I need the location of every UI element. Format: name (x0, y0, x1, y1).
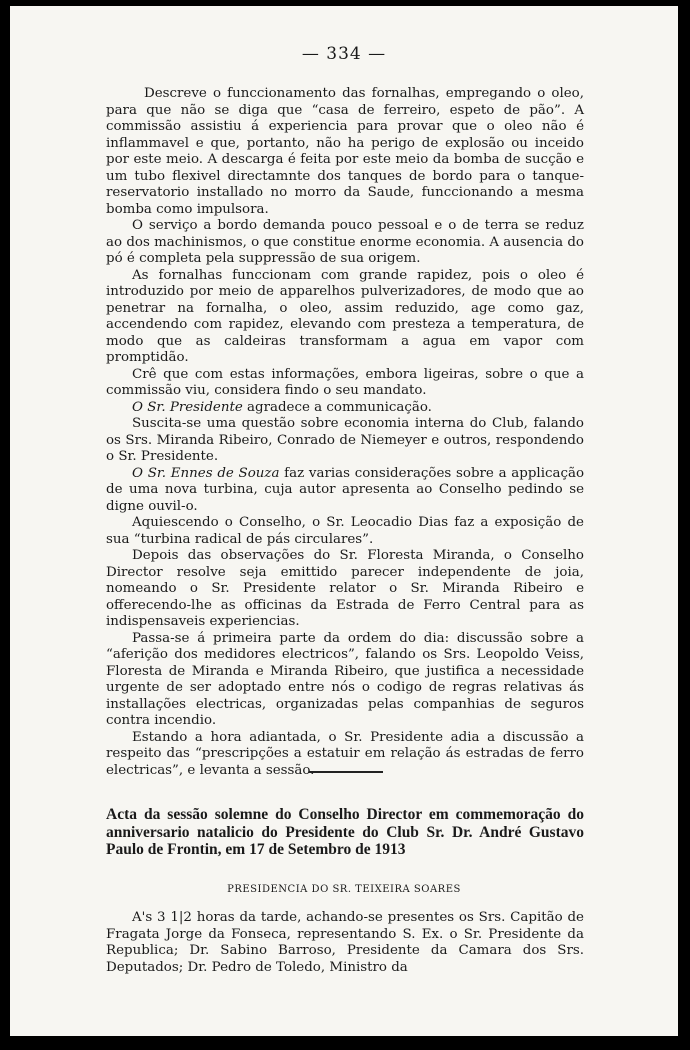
page-number: — 334 — (301, 44, 387, 64)
paragraph-text: Aquiescendo o Conselho, o Sr. Leocadio Dias faz a exposição de sua “turbina radical de pás circulares”. (106, 515, 584, 547)
paragraph (106, 631, 584, 730)
speaker-name: O Sr. Presidente (132, 399, 243, 415)
section-divider (309, 771, 383, 773)
paragraph (106, 466, 584, 516)
paragraph-text: Estando a hora adiantada, o Sr. Presidente adia a discussão a respeito das “prescripções a estatuir em relação ás estradas de ferro electricas”, e levanta a sessão. (106, 729, 584, 778)
minutes-body (106, 86, 584, 779)
paragraph (106, 86, 584, 218)
opening-paragraph: A's 3 1|2 horas da tarde, achando-se presentes os Srs. Capitão de Fragata Jorge da Fonseca, representando S. Ex. o Sr. Presidente da Republica; Dr. Sabino Barroso, Presidente da Camara dos Srs. Deputados; Dr. Pedro de Toledo, Ministro da (106, 910, 584, 975)
paragraph-text: Passa-se á primeira parte da ordem do dia: discussão sobre a “aferição dos medidores electricos”, falando os Srs. Leopoldo Veiss, Floresta de Miranda e Miranda Ribeiro, que justifica a necessidade urgente de ser adoptado entre nós o codigo de regras relativas ás installações electricas, organizadas pelas companhias de seguros contra incendio. (106, 630, 584, 728)
paragraph-text: Crê que com estas informações, embora ligeiras, sobre o que a commissão viu, considera findo o seu mandato. (106, 366, 584, 398)
speaker-name: O Sr. Ennes de Souza (132, 465, 280, 481)
paragraph-text: agradece a communicação. (242, 399, 432, 415)
paragraph (106, 416, 584, 466)
document-page (10, 6, 678, 1036)
paragraph-text: As fornalhas funccionam com grande rapidez, pois o oleo é introduzido por meio de apparelhos pulverizadores, de modo que ao penetrar na fornalha, o oleo, assim reduzido, age como gaz, accendendo com rapidez, elevando com presteza a temperatura, de modo que as caldeiras transformam a agua em vapor com promptidão. (106, 267, 584, 365)
paragraph (106, 515, 584, 548)
paragraph (106, 268, 584, 367)
paragraph-text: O serviço a bordo demanda pouco pessoal e o de terra se reduz ao dos machinismos, o que constitue enorme economia. A ausencia do pó é completa pela suppressão de sua origem. (106, 218, 584, 266)
section-heading: Acta da sessão solemne do Conselho Director em commemoração do anniversario natalicio do Presidente do Club Sr. Dr. André Gustavo Paulo de Frontin, em 17 de Setembro de 1913 (106, 806, 584, 858)
paragraph-text: Descreve o funccionamento das fornalhas, empregando o oleo, para que não se diga que “casa de ferreiro, espeto de pão”. A commissão assistiu á experiencia para provar que o oleo não é inflammavel e que, portanto, não ha perigo de explosão ou inceido por este meio. A descarga é feita por este meio da bomba de sucção e um tubo flexivel directamnte dos tanques de bordo para o tanque-reservatorio installado no morro da Saude, funccionando a mesma bomba como impulsora. (106, 86, 584, 217)
paragraph-text: Depois das observações do Sr. Floresta Miranda, o Conselho Director resolve seja emittido parecer independente de joia, nomeando o Sr. Presidente relator o Sr. Miranda Ribeiro e offerecendo-lhe as officinas da Estrada de Ferro Central para as indispensaveis experiencias. (106, 548, 584, 629)
paragraph (106, 548, 584, 631)
paragraph (106, 367, 584, 400)
paragraph-text: faz varias considerações sobre a applicação de uma nova turbina, cuja autor apresenta ao Conselho pedindo se digne ouvil-o. (106, 465, 584, 514)
paragraph (106, 400, 584, 417)
paragraph (106, 218, 584, 268)
paragraph-text: Suscita-se uma questão sobre economia interna do Club, falando os Srs. Miranda Ribeiro, Conrado de Niemeyer e outros, respondendo o Sr. Presidente. (106, 416, 584, 464)
session-opening (106, 910, 584, 976)
presidency-subheading: PRESIDENCIA DO SR. TEIXEIRA SOARES (227, 884, 461, 895)
